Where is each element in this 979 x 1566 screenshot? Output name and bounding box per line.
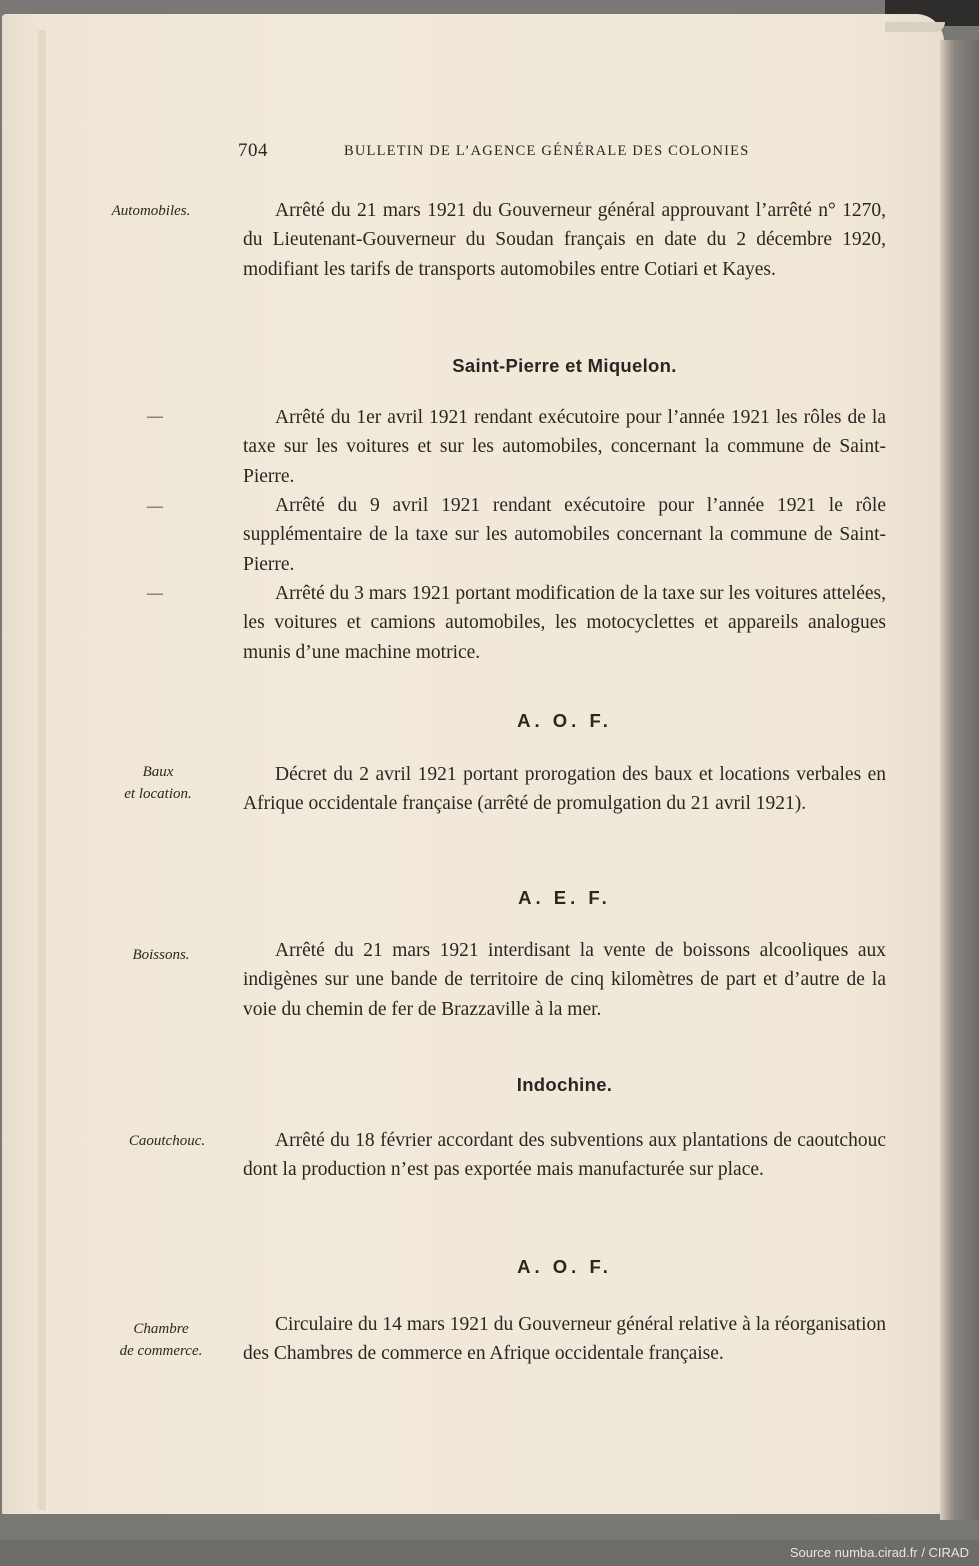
paragraph-spm-2: Arrêté du 9 avril 1921 rendant exécutoire pour l’année 1921 le rôle supplémentaire de la taxe sur les automobiles concernant la commune de Saint-Pierre.: [243, 495, 886, 575]
paragraph-caoutchouc: Arrêté du 18 février accordant des subventions aux plantations de caoutchouc dont la production n’est pas exportée mais manufacturée sur place.: [243, 1130, 886, 1181]
paragraph-spm-3: Arrêté du 3 mars 1921 portant modification de la taxe sur les voitures attelées, les voitures et camions automobiles, les motocyclettes et appareils analogues munis d’une machine motrice.: [243, 583, 886, 663]
margin-note-chambre-line1: Chambre: [133, 1321, 189, 1337]
heading-indochine: Indochine.: [516, 1074, 613, 1095]
running-head: BULLETIN DE L’AGENCE GÉNÉRALE DES COLONIES: [344, 143, 750, 159]
paragraph-automobiles: Arrêté du 21 mars 1921 du Gouverneur général approuvant l’arrêté n° 1270, du Lieutenant-Gouverneur du Soudan français en date du 2 décembre 1920, modifiant les tarifs de transports automobiles entre Cotiari et Kayes.: [243, 200, 886, 280]
margin-note-baux-line1: Baux: [142, 764, 174, 780]
margin-note-automobiles: Automobiles.: [111, 203, 191, 219]
margin-dash: —: [147, 585, 163, 602]
margin-dash: —: [147, 498, 163, 515]
page-edge-stack: [38, 30, 46, 1510]
margin-note-baux: [83, 761, 233, 805]
page-header: [238, 140, 888, 164]
margin-note-boissons: Boissons.: [132, 947, 190, 963]
source-credit: Source numba.cirad.fr / CIRAD: [789, 1545, 969, 1560]
margin-note-chambre: [86, 1318, 236, 1362]
paragraph-baux: Décret du 2 avril 1921 portant prorogation des baux et locations verbales en Afrique occidentale française (arrêté de promulgation du 21 avril 1921).: [243, 764, 886, 815]
margin-note-chambre-line2: de commerce.: [119, 1343, 203, 1359]
heading-aof-1: A. O. F.: [517, 710, 612, 731]
heading-saint-pierre-miquelon: Saint-Pierre et Miquelon.: [452, 355, 677, 376]
margin-dash: —: [147, 408, 163, 425]
margin-note-caoutchouc: Caoutchouc.: [128, 1133, 206, 1149]
paragraph-boissons: Arrêté du 21 mars 1921 interdisant la vente de boissons alcooliques aux indigènes sur une bande de territoire de cinq kilomètres de part et d’autre de la voie du chemin de fer de Brazzaville à la mer.: [243, 940, 886, 1020]
page-corner: [885, 22, 945, 32]
heading-aef: A. E. F.: [518, 887, 611, 908]
heading-aof-2: A. O. F.: [517, 1256, 612, 1277]
page-edge-right: [940, 40, 979, 1520]
paragraph-spm-1: Arrêté du 1er avril 1921 rendant exécutoire pour l’année 1921 les rôles de la taxe sur les voitures et sur les automobiles, concernant la commune de Saint-Pierre.: [243, 407, 886, 487]
page-number: 704: [238, 140, 268, 161]
margin-note-baux-line2: et location.: [124, 786, 192, 802]
paragraph-chambre: Circulaire du 14 mars 1921 du Gouverneur général relative à la réorganisation des Chambres de commerce en Afrique occidentale française.: [243, 1314, 886, 1365]
